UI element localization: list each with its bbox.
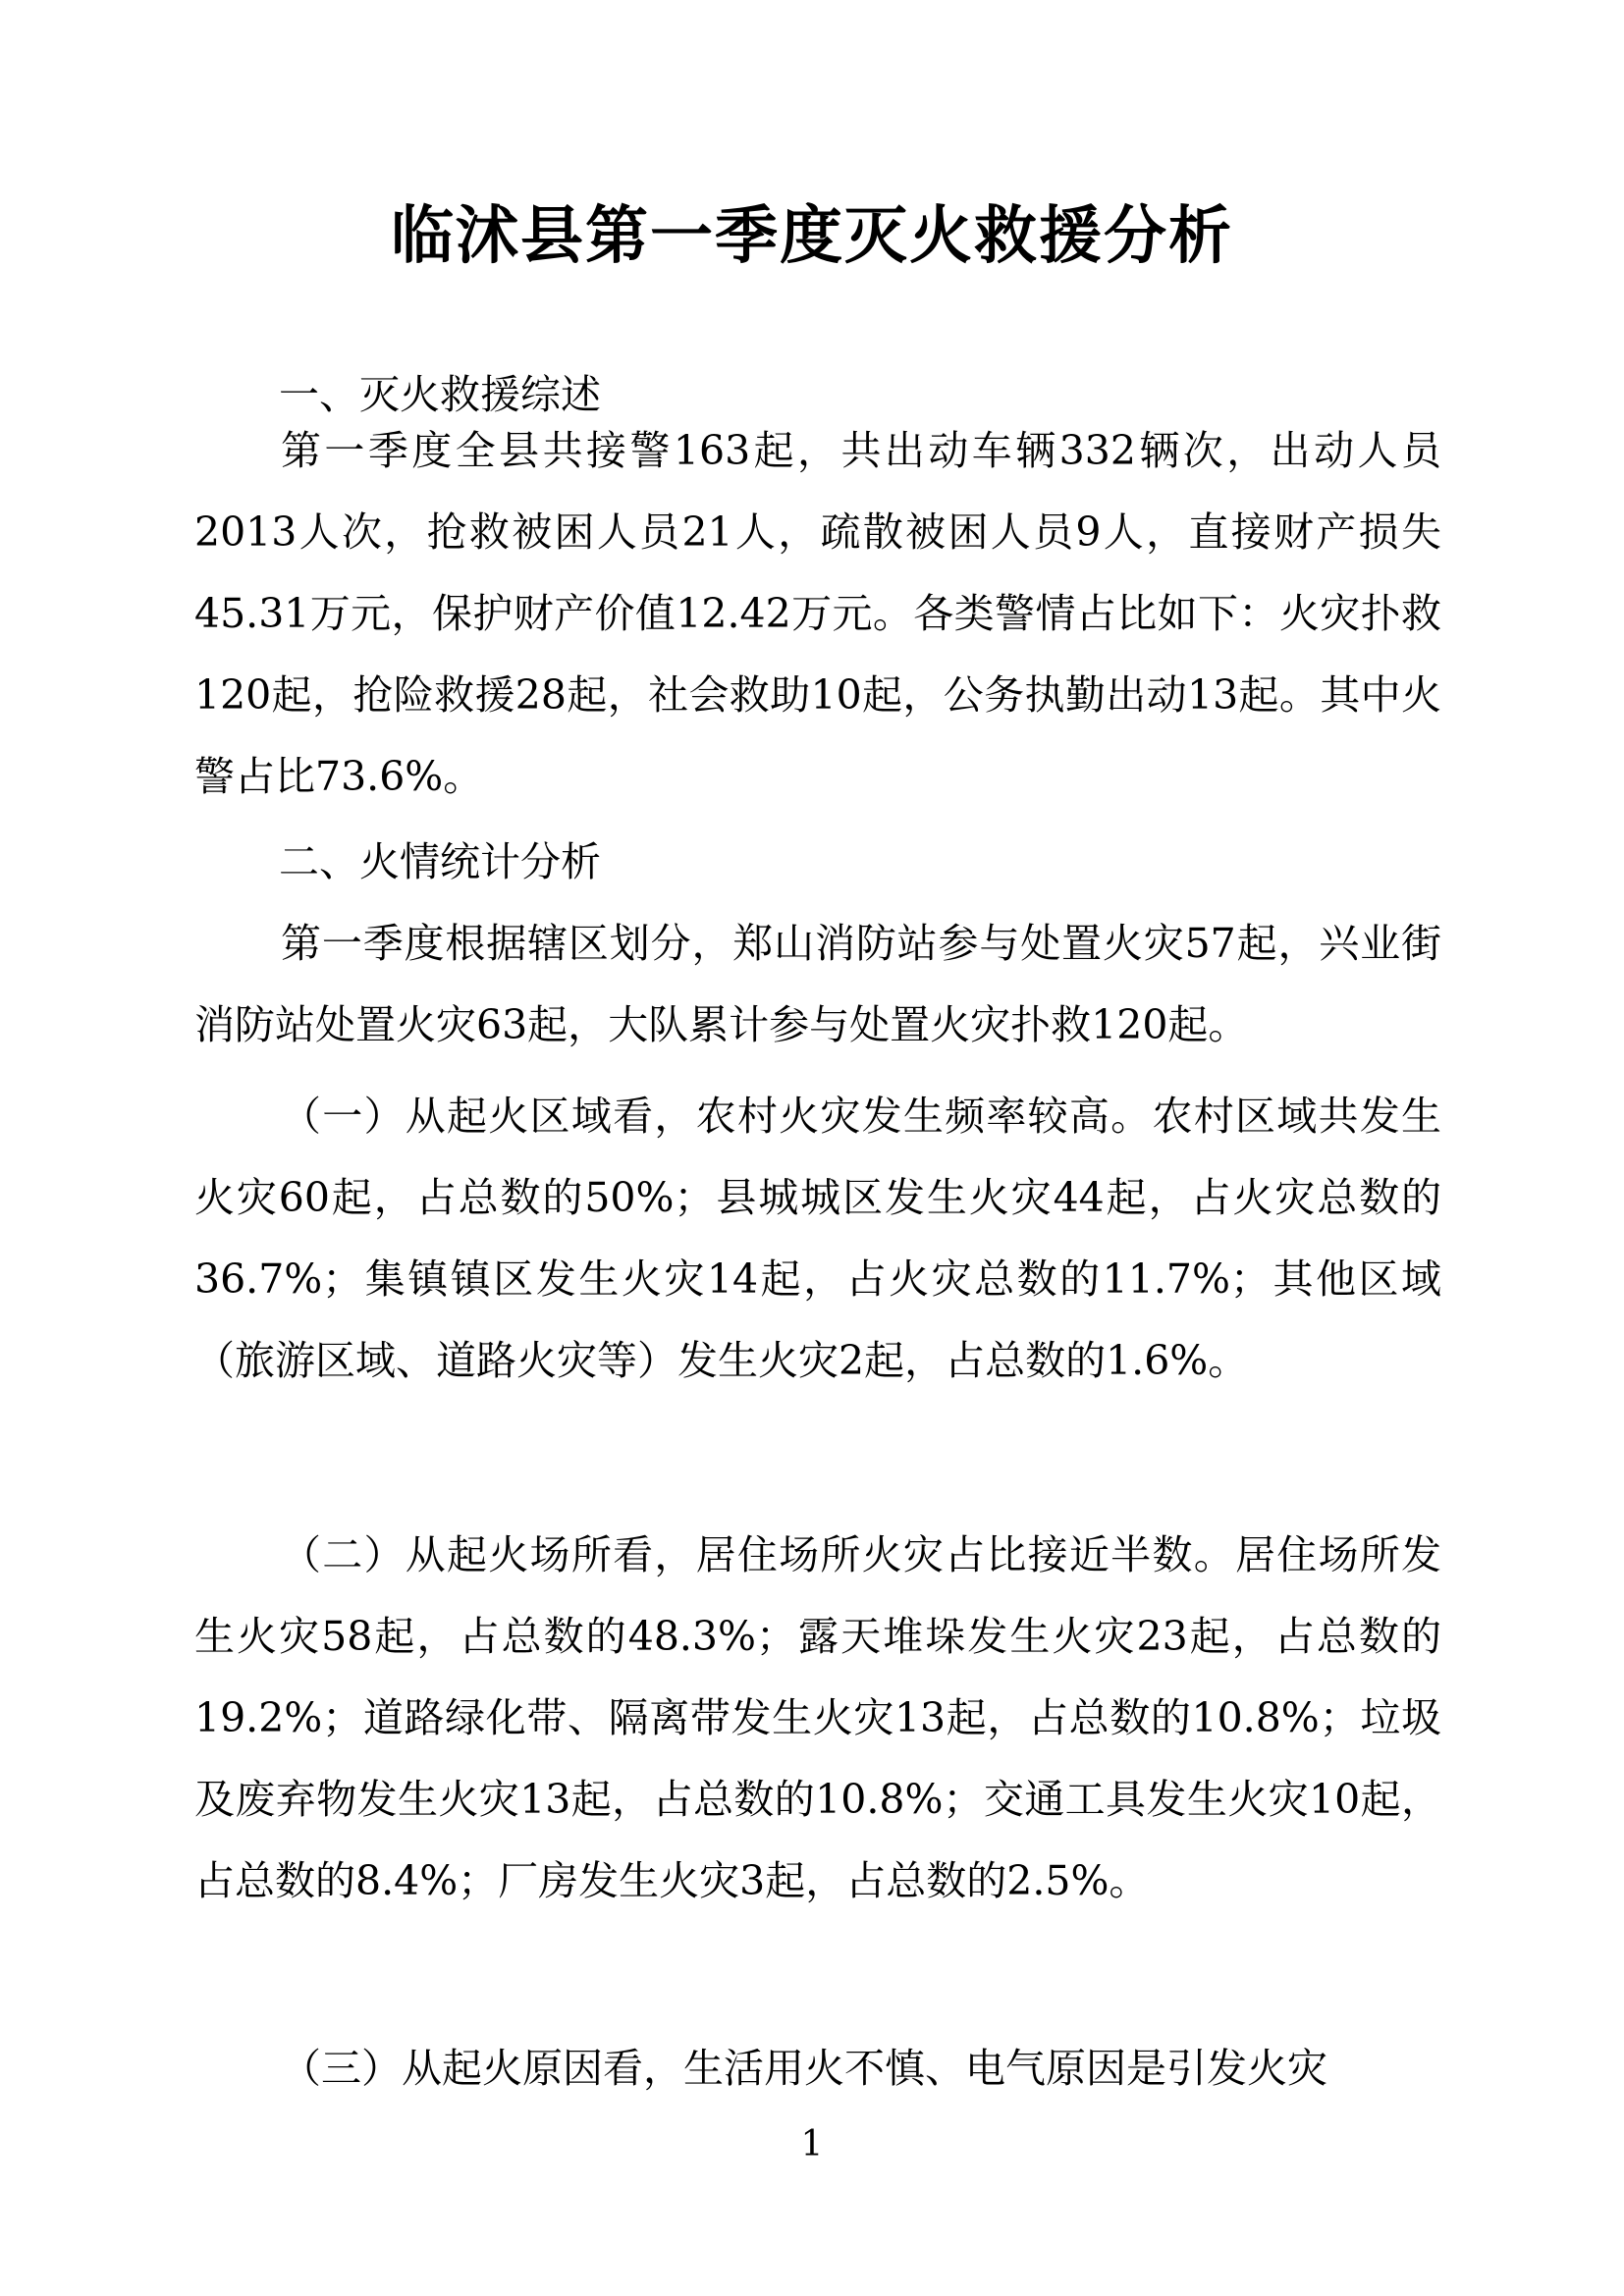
section-2-item-1-paragraph: （一）从起火区域看，农村火灾发生频率较高。农村区域共发生火灾60起，占总数的50%；县城城区发生火灾44起，占火灾总数的36.7%；集镇镇区发生火灾14起，占火灾总数的11.7%；其他区域（旅游区域、道路火灾等）发生火灾2起，占总数的1.6%。 — [194, 1093, 1441, 1384]
page-number: 1 — [800, 2124, 824, 2164]
section-2-heading: 二、火情统计分析 — [279, 838, 601, 885]
section-2-intro-paragraph: 第一季度根据辖区划分，郑山消防站参与处置火灾57起，兴业街消防站处置火灾63起，大队累计参与处置火灾扑救120起。 — [194, 920, 1441, 1048]
document-title: 临沭县第一季度灭火救援分析 — [391, 199, 1233, 273]
section-1-paragraph: 第一季度全县共接警163起，共出动车辆332辆次，出动人员2013人次，抢救被困人员21人，疏散被困人员9人，直接财产损失45.31万元，保护财产价值12.42万元。各类警情占比如下：火灾扑救120起，抢险救援28起，社会救助10起，公务执勤出动13起。其中火警占比73.6%。 — [194, 427, 1441, 800]
section-1-heading: 一、灭火救援综述 — [279, 371, 601, 418]
section-2-item-2-paragraph: （二）从起火场所看，居住场所火灾占比接近半数。居住场所发生火灾58起，占总数的48.3%；露天堆垛发生火灾23起，占总数的19.2%；道路绿化带、隔离带发生火灾13起，占总数的10.8%；垃圾及废弃物发生火灾13起，占总数的10.8%；交通工具发生火灾10起，占总数的8.4%；厂房发生火灾3起，占总数的2.5%。 — [194, 1531, 1441, 1904]
section-2-item-3-paragraph: （三）从起火原因看，生活用火不慎、电气原因是引发火灾 — [281, 2045, 1327, 2092]
